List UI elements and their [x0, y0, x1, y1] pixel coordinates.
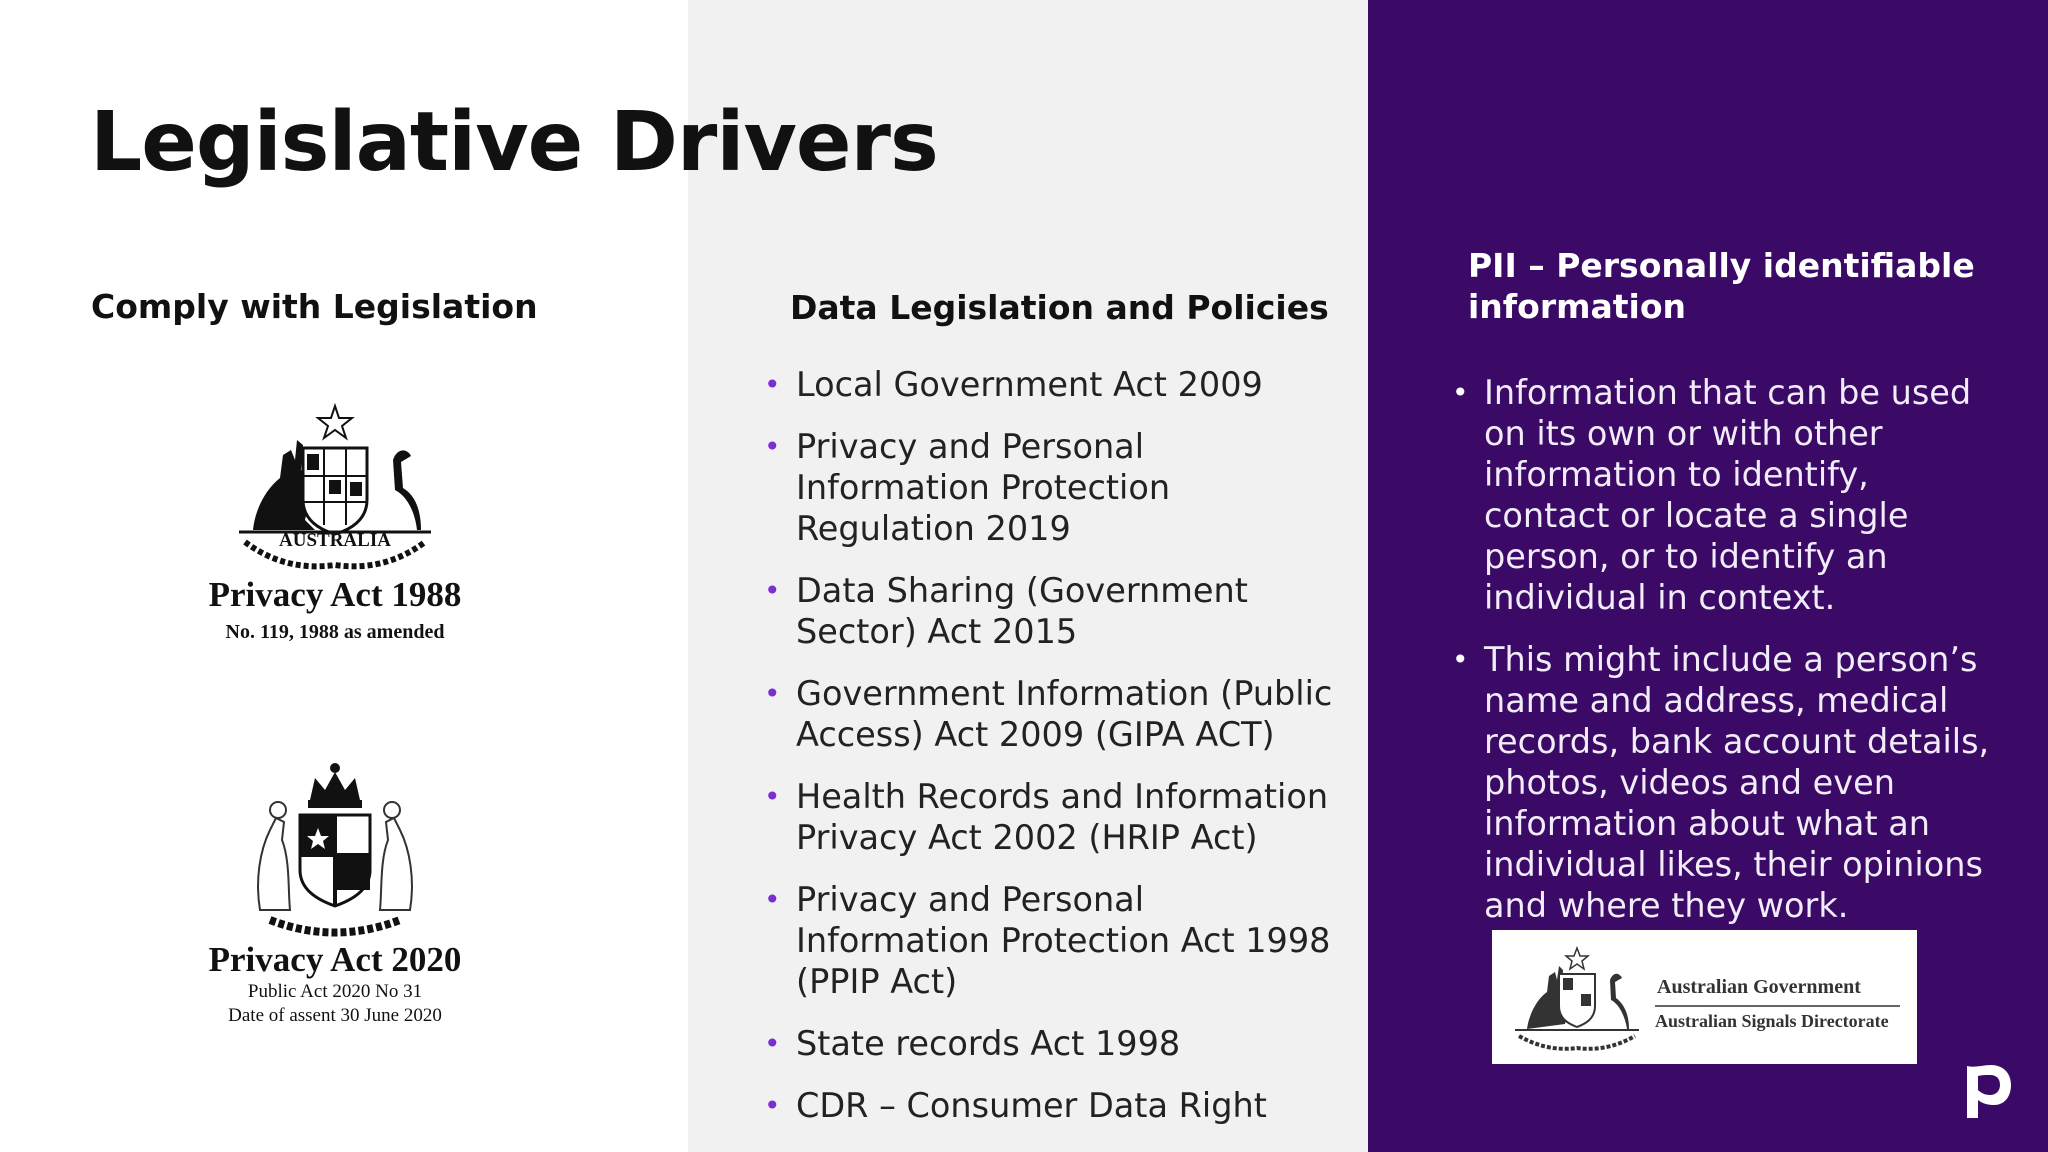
privacy-act-1988-cover	[190, 400, 480, 644]
asd-line-1: Australian Government	[1657, 976, 1861, 998]
privacy-act-2020-cover	[195, 760, 475, 1028]
list-item: • Government Information (Public Access) Act 2009 (GIPA ACT)	[764, 673, 1344, 755]
legislation-list	[764, 364, 1344, 1147]
list-item: • State records Act 1998	[764, 1023, 1344, 1064]
asd-badge	[1492, 930, 1917, 1064]
list-item: • Data Sharing (Government Sector) Act 2015	[764, 570, 1344, 652]
asd-divider	[1655, 1005, 1900, 1007]
asd-crest-icon	[1507, 944, 1647, 1054]
crest-label: AUSTRALIA	[279, 530, 391, 551]
nz-coat-of-arms-icon	[240, 760, 430, 940]
right-heading: PII – Personally identifiable information	[1468, 246, 1975, 326]
list-item: • Information that can be used on its own or with other information to identify, contact or locate a single person, or to identify an individual in context.	[1452, 372, 1992, 618]
list-item: • Privacy and Personal Information Protection Act 1998 (PPIP Act)	[764, 879, 1344, 1002]
brand-logo-icon	[1963, 1062, 2013, 1120]
list-item: • Health Records and Information Privacy Act 2002 (HRIP Act)	[764, 776, 1344, 858]
act-line-1: Public Act 2020 No 31	[247, 981, 423, 1002]
list-item: • CDR – Consumer Data Right	[764, 1085, 1344, 1126]
left-heading: Comply with Legislation	[91, 287, 538, 326]
middle-heading: Data Legislation and Policies	[790, 288, 1329, 327]
list-item: • Privacy and Personal Information Protection Regulation 2019	[764, 426, 1344, 549]
slide-title: Legislative Drivers	[90, 95, 938, 190]
act-line-2: Date of assent 30 June 2020	[228, 1005, 442, 1026]
act-subtitle: No. 119, 1988 as amended	[225, 621, 445, 643]
list-item: • Local Government Act 2009	[764, 364, 1344, 405]
act-title: Privacy Act 2020	[208, 940, 462, 979]
australia-coat-of-arms-icon	[225, 400, 445, 575]
list-item: • This might include a person’s name and address, medical records, bank account details, photos, videos and even information about what an individual likes, their opinions and where they work.	[1452, 639, 1992, 926]
asd-line-2: Australian Signals Directorate	[1655, 1011, 1889, 1031]
pii-list	[1452, 372, 1992, 947]
act-title: Privacy Act 1988	[208, 575, 462, 614]
